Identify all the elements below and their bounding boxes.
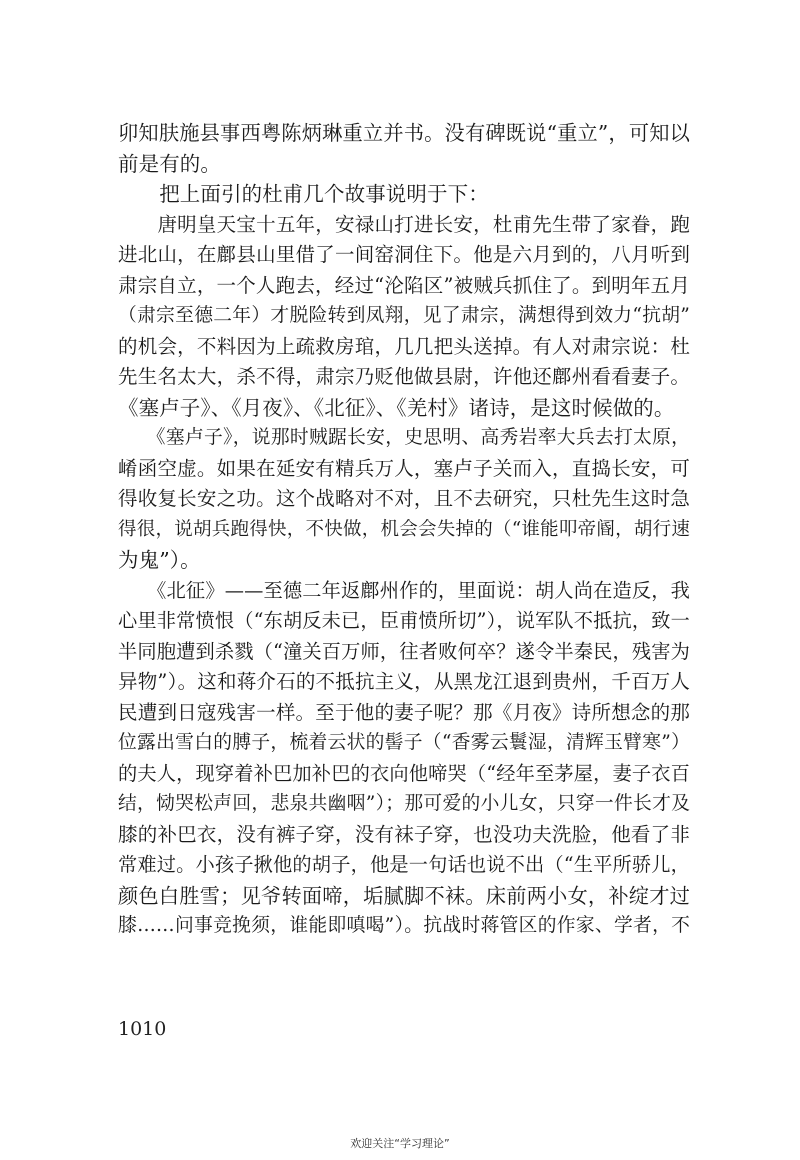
text-line: 民遭到日寇残害一样。至于他的妻子呢？那《月夜》诗所想念的那 <box>118 700 690 724</box>
text-line: 卯知肤施县事西粤陈炳琳重立并书。没有碑既说“重立”，可知以 <box>118 121 690 145</box>
text-line: 为鬼”）。 <box>118 548 201 572</box>
text-line: 前是有的。 <box>118 151 221 176</box>
text-line: 膝……问事竞挽须，谁能即嗔喝”）。抗战时蒋管区的作家、学者，不 <box>118 915 690 936</box>
text-line: 《北征》——至德二年返鄜州作的，里面说：胡人尚在造反，我 <box>118 578 690 602</box>
page-number: 1010 <box>118 1018 167 1040</box>
text-line: 常难过。小孩子揪他的胡子，他是一句话也说不出（“生平所骄儿， <box>118 853 690 876</box>
body-text <box>118 118 690 942</box>
text-line: 《塞卢子》，说那时贼踞长安，史思明、高秀岩率大兵去打太原， <box>118 427 690 448</box>
text-line: 肃宗自立，一个人跑去，经过“沦陷区”被贼兵抓住了。到明年五月 <box>118 273 690 297</box>
text-line: 得收复长安之功。这个战略对不对，且不去研究，只杜先生这时急 <box>118 487 690 510</box>
text-line: 的机会，不料因为上疏救房琯，几几把头送掉。有人对肃宗说：杜 <box>118 334 690 358</box>
text-line: 颜色白胜雪；见爷转面啼，垢腻脚不袜。床前两小女，补绽才过 <box>118 883 690 908</box>
text-line: 位露出雪白的膊子，梳着云状的髻子（“香雾云鬟湿，清辉玉臂寒”） <box>118 732 690 753</box>
text-line: 把上面引的杜甫几个故事说明于下： <box>118 182 489 206</box>
text-line: 《塞卢子》、《月夜》、《北征》、《羌村》诸诗，是这时候做的。 <box>118 395 675 420</box>
text-line: 心里非常愤恨（“东胡反未已，臣甫愤所切”），说军队不抵抗，致一 <box>118 609 690 632</box>
text-line: 的夫人，现穿着补巴加补巴的衣向他啼哭（“经年至茅屋，妻子衣百 <box>118 761 690 785</box>
text-line: （肃宗至德二年）才脱险转到凤翔，见了肃宗，满想得到效力“抗胡” <box>118 305 690 326</box>
text-line: 崤函空虚。如果在延安有精兵万人，塞卢子关而入，直捣长安，可 <box>118 456 690 480</box>
text-line: 半同胞遭到杀戮（“潼关百万师，往者败何卒？遂令半秦民，残害为 <box>118 639 690 663</box>
text-line: 膝的补巴衣，没有裤子穿，没有袜子穿，也没功夫洗脸，他看了非 <box>118 822 690 846</box>
footer-note: 欢迎关注“学习理论” <box>350 1137 450 1150</box>
text-line: 先生名太大，杀不得，肃宗乃贬他做县尉，许他还鄜州看看妻子。 <box>118 365 690 388</box>
text-line: 进北山，在鄜县山里借了一间窑洞住下。他是六月到的，八月听到 <box>118 243 690 266</box>
text-line: 得很，说胡兵跑得快，不快做，机会会失掉的（“谁能叩帝阍，胡行速 <box>118 518 690 540</box>
text-line: 异物”）。这和蒋介石的不抵抗主义，从黑龙江退到贵州，千百万人 <box>118 670 690 693</box>
text-line: 唐明皇天宝十五年，安禄山打进长安，杜甫先生带了家眷，跑 <box>118 212 690 236</box>
text-line: 结，恸哭松声回，悲泉共幽咽”）；那可爱的小儿女，只穿一件长才及 <box>118 793 690 814</box>
